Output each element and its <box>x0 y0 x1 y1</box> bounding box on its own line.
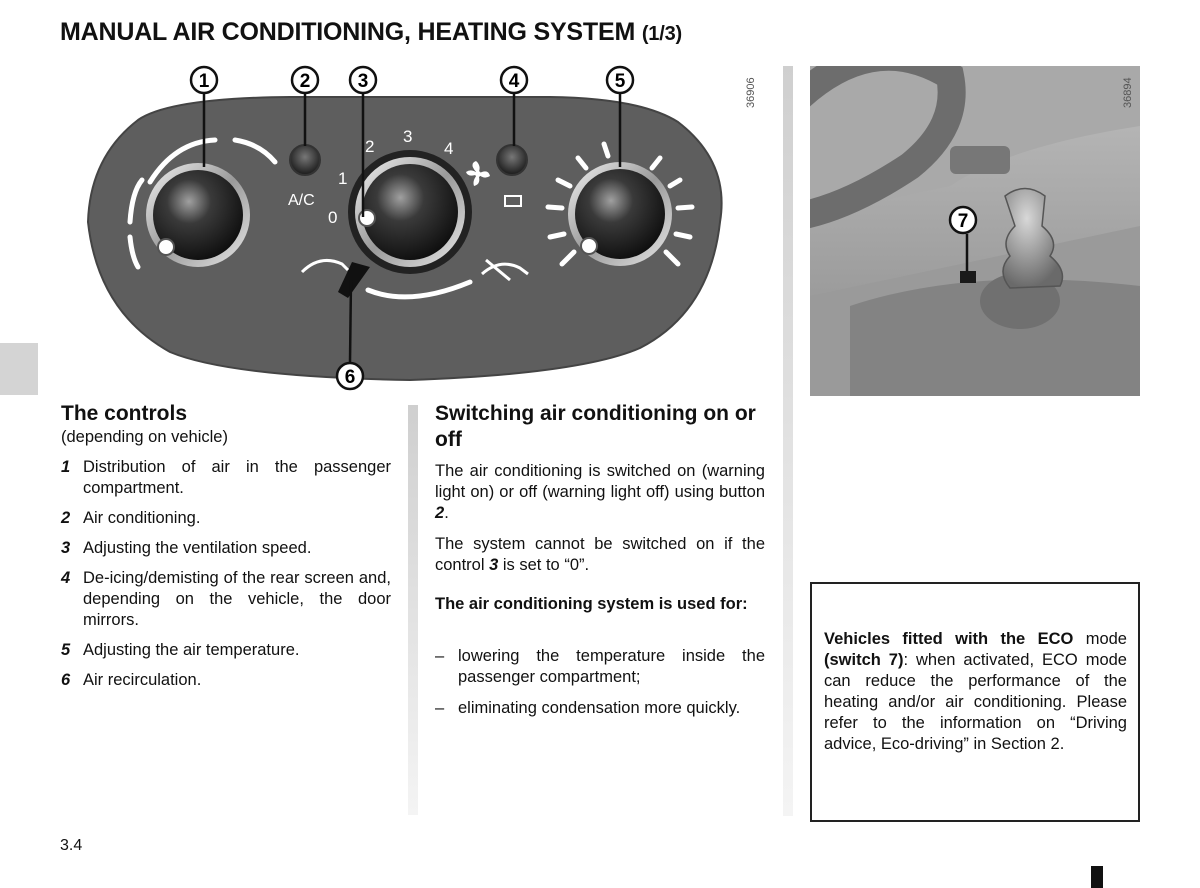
list-item <box>61 640 391 661</box>
list-item <box>61 670 391 691</box>
item-number: 1 <box>61 458 71 476</box>
item-number: 5 <box>61 641 71 659</box>
list-item <box>435 698 765 719</box>
para1-end: . <box>444 504 449 522</box>
item-text: Air recirculation. <box>83 671 202 689</box>
para2-text: The system cannot be switched on if the control <box>435 535 765 574</box>
callout-5 <box>607 67 633 93</box>
callout-5-label: 5 <box>614 71 626 92</box>
controls-heading: The controls <box>61 402 188 425</box>
column-divider-middle <box>408 405 418 815</box>
callout-3 <box>350 67 376 93</box>
eco-note-mid: mode <box>1073 630 1127 648</box>
list-item <box>61 508 391 529</box>
temperature-knob <box>568 162 672 266</box>
list-item <box>61 568 391 631</box>
column-divider-right <box>783 66 793 816</box>
title-text: MANUAL AIR CONDITIONING, HEATING SYSTEM <box>60 18 636 46</box>
speed-1-label: 1 <box>338 169 348 188</box>
callout-7-label: 7 <box>957 211 969 232</box>
switching-heading: Switching air conditioning on or off <box>435 402 756 451</box>
para1-text: The air conditioning is switched on (warning light on) or off (warning light off) using button <box>435 462 765 501</box>
section-tab <box>0 343 38 395</box>
callout-1 <box>191 67 217 93</box>
eco-note-switch: (switch 7) <box>824 651 904 669</box>
eco-note-lead: Vehicles fitted with the ECO <box>824 630 1074 648</box>
speed-3-label: 3 <box>403 127 413 146</box>
eco-switch <box>960 271 976 283</box>
para2-ref: 3 <box>489 556 499 574</box>
callout-6-label: 6 <box>344 367 356 388</box>
item-number: 2 <box>61 509 71 527</box>
switching-paragraph-2 <box>435 534 765 576</box>
page-title <box>60 18 682 47</box>
use-text: lowering the temperature inside the passenger compartment; <box>458 647 765 686</box>
list-item <box>435 646 765 688</box>
item-number: 3 <box>61 539 71 557</box>
item-text: Distribution of air in the passenger compartment. <box>83 458 391 497</box>
item-text: De-icing/demisting of the rear screen and, depending on the vehicle, the door mirrors. <box>83 569 391 629</box>
item-text: Air conditioning. <box>83 509 201 527</box>
callout-6 <box>337 363 363 389</box>
list-item <box>61 538 391 559</box>
dash-marker: – <box>435 647 445 665</box>
callout-3-label: 3 <box>357 71 369 92</box>
list-item <box>61 457 391 499</box>
callout-1-label: 1 <box>198 71 210 92</box>
item-number: 6 <box>61 671 71 689</box>
distribution-knob <box>146 163 250 267</box>
title-part: (1/3) <box>641 23 682 45</box>
used-for-heading: The air conditioning system is used for: <box>435 595 748 613</box>
ac-label: A/C <box>288 192 315 209</box>
control-panel-illustration <box>80 62 730 392</box>
uses-list <box>435 646 765 729</box>
eco-note-rest: : when activated, ECO mode can reduce the performance of the heating and/or air conditioning. Please refer to the information on “Driving advice, Eco-driving” in Section 2. <box>824 651 1127 753</box>
use-text: eliminating condensation more quickly. <box>458 699 741 717</box>
item-number: 4 <box>61 569 71 587</box>
speed-4-label: 4 <box>444 139 454 158</box>
callout-2-label: 2 <box>299 71 311 92</box>
callout-4-label: 4 <box>508 71 520 92</box>
eco-note-box <box>810 582 1140 822</box>
figure-code-photo: 36894 <box>1122 77 1134 108</box>
cabin-photo <box>810 66 1140 396</box>
controls-subheading: (depending on vehicle) <box>61 428 228 446</box>
callout-7 <box>950 207 976 233</box>
item-text: Adjusting the air temperature. <box>83 641 300 659</box>
switching-paragraph-1 <box>435 461 765 524</box>
para1-ref: 2 <box>435 504 445 522</box>
para2-end: is set to “0”. <box>498 556 590 574</box>
speed-2-label: 2 <box>365 137 375 156</box>
page-number: 3.4 <box>60 837 83 854</box>
callout-4 <box>501 67 527 93</box>
controls-list <box>61 457 391 700</box>
eco-note-text <box>824 629 1127 755</box>
figure-code-panel: 36906 <box>745 77 757 108</box>
item-text: Adjusting the ventilation speed. <box>83 539 312 557</box>
dash-marker: – <box>435 699 445 717</box>
callout-2 <box>292 67 318 93</box>
end-marker <box>1091 866 1103 888</box>
speed-0-label: 0 <box>328 208 338 227</box>
